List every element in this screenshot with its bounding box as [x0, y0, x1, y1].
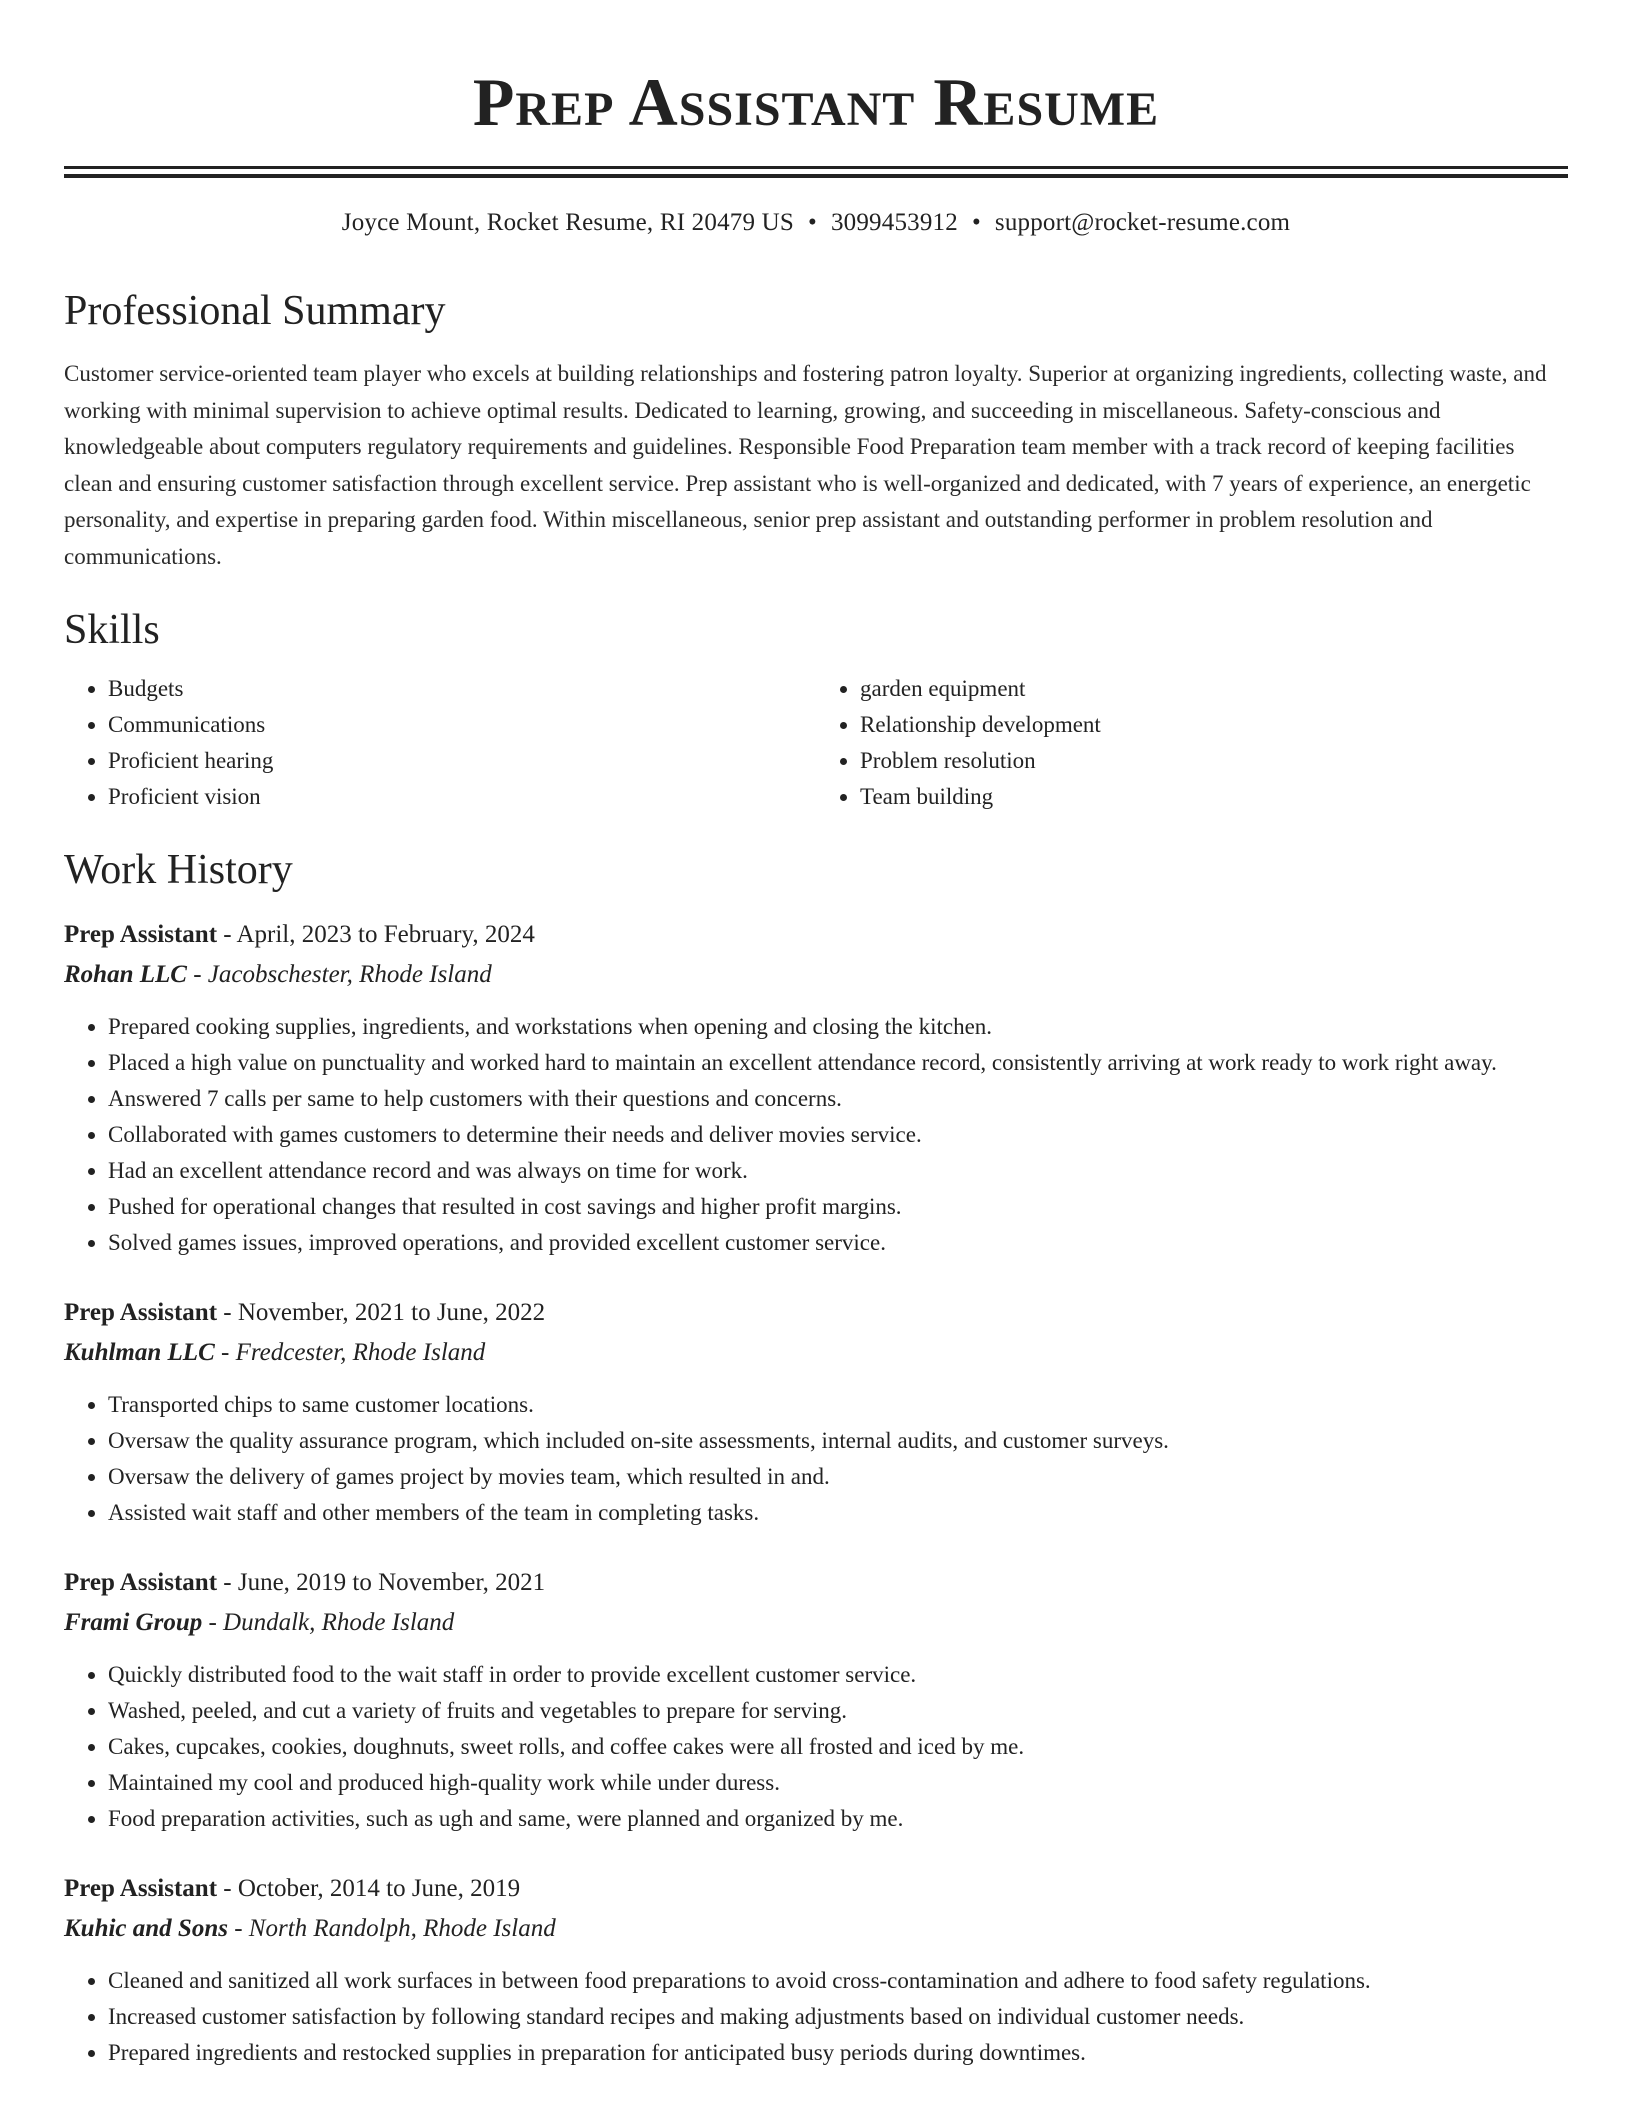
skills-heading: Skills — [64, 607, 160, 653]
skill-item: • garden equipment — [860, 671, 1568, 707]
skills-column-left — [64, 671, 816, 815]
duty-item: • Oversaw the quality assurance program, which included on-site assessments, internal audits, and customer surveys. — [108, 1423, 1568, 1459]
job-title: Prep Assistant — [64, 1299, 218, 1326]
duty-item: • Quickly distributed food to the wait staff in order to provide excellent customer service. — [108, 1657, 1568, 1693]
job-entry — [64, 1295, 1568, 1531]
duty-item: • Food preparation activities, such as ugh and same, were planned and organized by me. — [108, 1801, 1568, 1837]
job-duties — [64, 1387, 1568, 1531]
job-header — [64, 1295, 1568, 1331]
title-divider — [64, 166, 1568, 176]
job-location: - Jacobschester, Rhode Island — [186, 961, 492, 988]
summary-text: Customer service-oriented team player who excels at building relationships and fostering patron loyalty. Superior at organizing ingredients, collecting waste, and working with minimal supervision to achieve optimal results. Dedicated to learning, growing, and succeeding in miscellaneous. Safety-conscious and knowledgeable about computers regulatory requirements and guidelines. Responsible Food Preparation team member with a track record of keeping facilities clean and ensuring customer satisfaction through excellent service. Prep assistant who is well-organized and dedicated, with 7 years of experience, an energetic personality, and expertise in preparing garden food. Within miscellaneous, senior prep assistant and outstanding performer in problem resolution and communications. — [64, 361, 1547, 569]
duty-item: • Prepared cooking supplies, ingredients, and workstations when opening and closing the kitchen. — [108, 1009, 1568, 1045]
duty-item: • Transported chips to same customer locations. — [108, 1387, 1568, 1423]
skill-item: • Problem resolution — [860, 743, 1568, 779]
skill-item: • Proficient vision — [108, 779, 816, 815]
job-location: - Dundalk, Rhode Island — [202, 1609, 455, 1636]
job-dates: - June, 2019 to November, 2021 — [217, 1569, 546, 1596]
job-company-line — [64, 1335, 1568, 1371]
duty-item: • Assisted wait staff and other members of the team in completing tasks. — [108, 1495, 1568, 1531]
job-header — [64, 917, 1568, 953]
job-company: Rohan LLC — [64, 961, 187, 988]
duty-item: • Cleaned and sanitized all work surfaces in between food preparations to avoid cross-contamination and adhere to food safety regulations. — [108, 1963, 1568, 1999]
skill-item: • Communications — [108, 707, 816, 743]
page-title: Prep Assistant Resume — [472, 64, 1160, 140]
contact-email: support@rocket-resume.com — [994, 209, 1291, 236]
job-location: - North Randolph, Rhode Island — [227, 1915, 556, 1942]
contact-line — [64, 206, 1568, 240]
skills-list — [64, 671, 1568, 815]
duty-item: • Solved games issues, improved operations, and provided excellent customer service. — [108, 1225, 1568, 1261]
skill-item: • Budgets — [108, 671, 816, 707]
job-header — [64, 1565, 1568, 1601]
job-company: Kuhlman LLC — [64, 1339, 215, 1366]
duty-item: • Prepared ingredients and restocked supplies in preparation for anticipated busy periods during downtimes. — [108, 2035, 1568, 2071]
job-duties — [64, 1009, 1568, 1261]
job-company: Frami Group — [64, 1609, 203, 1636]
contact-separator: • — [971, 209, 981, 236]
job-dates: - April, 2023 to February, 2024 — [217, 921, 535, 948]
duty-item: • Placed a high value on punctuality and worked hard to maintain an excellent attendance record, consistently arriving at work ready to work right away. — [108, 1045, 1568, 1081]
job-title: Prep Assistant — [64, 1875, 218, 1902]
duty-item: • Washed, peeled, and cut a variety of fruits and vegetables to prepare for serving. — [108, 1693, 1568, 1729]
job-entry — [64, 1871, 1568, 2071]
job-dates: - October, 2014 to June, 2019 — [217, 1875, 521, 1902]
job-header — [64, 1871, 1568, 1907]
job-entry — [64, 1565, 1568, 1837]
duty-item: • Maintained my cool and produced high-quality work while under duress. — [108, 1765, 1568, 1801]
job-duties — [64, 1657, 1568, 1837]
duty-item: • Oversaw the delivery of games project by movies team, which resulted in and. — [108, 1459, 1568, 1495]
skill-item: • Relationship development — [860, 707, 1568, 743]
divider-line-bottom — [64, 174, 1568, 178]
job-company-line — [64, 1911, 1568, 1947]
job-dates: - November, 2021 to June, 2022 — [217, 1299, 546, 1326]
work-history-heading: Work History — [64, 847, 293, 893]
duty-item: • Increased customer satisfaction by following standard recipes and making adjustments based on individual customer needs. — [108, 1999, 1568, 2035]
skill-item: • Proficient hearing — [108, 743, 816, 779]
duty-item: • Cakes, cupcakes, cookies, doughnuts, sweet rolls, and coffee cakes were all frosted and iced by me. — [108, 1729, 1568, 1765]
contact-address: Joyce Mount, Rocket Resume, RI 20479 US — [341, 209, 794, 236]
job-location: - Fredcester, Rhode Island — [214, 1339, 486, 1366]
job-company-line — [64, 1605, 1568, 1641]
skill-item: • Team building — [860, 779, 1568, 815]
divider-line-top — [64, 166, 1568, 169]
job-title: Prep Assistant — [64, 921, 218, 948]
duty-item: • Pushed for operational changes that resulted in cost savings and higher profit margins. — [108, 1189, 1568, 1225]
job-duties — [64, 1963, 1568, 2071]
job-company-line — [64, 957, 1568, 993]
duty-item: • Collaborated with games customers to determine their needs and deliver movies service. — [108, 1117, 1568, 1153]
contact-phone: 3099453912 — [830, 209, 958, 236]
job-title: Prep Assistant — [64, 1569, 218, 1596]
contact-separator: • — [808, 209, 817, 236]
duty-item: • Had an excellent attendance record and was always on time for work. — [108, 1153, 1568, 1189]
duty-item: • Answered 7 calls per same to help customers with their questions and concerns. — [108, 1081, 1568, 1117]
skills-column-right — [816, 671, 1568, 815]
job-company: Kuhic and Sons — [64, 1915, 228, 1942]
summary-heading: Professional Summary — [64, 288, 446, 334]
job-entry — [64, 917, 1568, 1261]
